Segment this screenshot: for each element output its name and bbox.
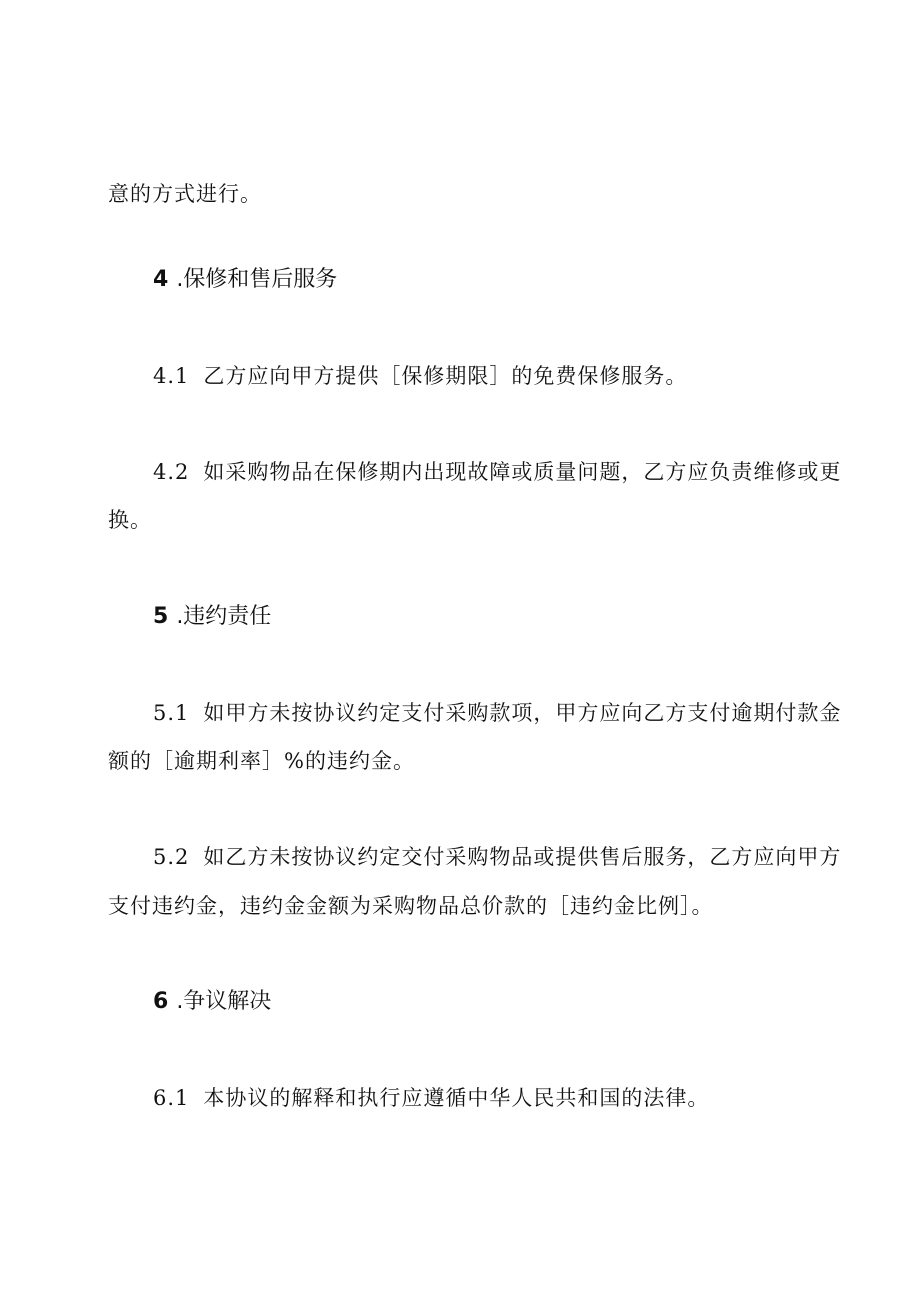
clause-text: 如采购物品在保修期内出现故障或质量问题，乙方应负责维修或更 <box>203 460 842 484</box>
clause-4-2-line-1 <box>153 458 841 486</box>
clause-number: 5.1 <box>153 701 190 725</box>
clause-text: 如乙方未按协议约定交付采购物品或提供售后服务，乙方应向甲方 <box>203 845 842 869</box>
paragraph-text: 意的方式进行。 <box>108 182 262 206</box>
section-number: 4 <box>153 267 169 292</box>
paragraph-intro-tail <box>108 180 262 208</box>
section-number: 6 <box>153 989 169 1014</box>
clause-text: 额的［逾期利率］%的违约金。 <box>108 749 415 773</box>
clause-text: 换。 <box>108 508 152 532</box>
section-6-heading <box>153 988 271 1016</box>
section-title: .保修和售后服务 <box>176 267 338 292</box>
clause-number: 4.2 <box>153 460 190 484</box>
clause-6-1 <box>153 1084 709 1112</box>
section-5-heading <box>153 603 271 631</box>
section-number: 5 <box>153 604 169 629</box>
clause-text: 如甲方未按协议约定支付采购款项，甲方应向乙方支付逾期付款金 <box>203 701 842 725</box>
clause-number: 4.1 <box>153 364 190 388</box>
clause-number: 5.2 <box>153 845 190 869</box>
clause-number: 6.1 <box>153 1086 190 1110</box>
clause-text: 乙方应向甲方提供［保修期限］的免费保修服务。 <box>203 364 688 388</box>
clause-5-2-line-1 <box>153 843 841 871</box>
clause-text: 支付违约金，违约金金额为采购物品总价款的［违约金比例］。 <box>108 894 714 918</box>
section-title: .争议解决 <box>176 989 272 1014</box>
clause-5-1-line-2 <box>108 747 415 775</box>
clause-5-2-line-2 <box>108 892 714 920</box>
clause-4-2-line-2 <box>108 506 152 534</box>
clause-4-1 <box>153 362 687 390</box>
clause-5-1-line-1 <box>153 699 841 727</box>
clause-text: 本协议的解释和执行应遵循中华人民共和国的法律。 <box>203 1086 710 1110</box>
section-title: .违约责任 <box>176 604 272 629</box>
section-4-heading <box>153 266 337 294</box>
